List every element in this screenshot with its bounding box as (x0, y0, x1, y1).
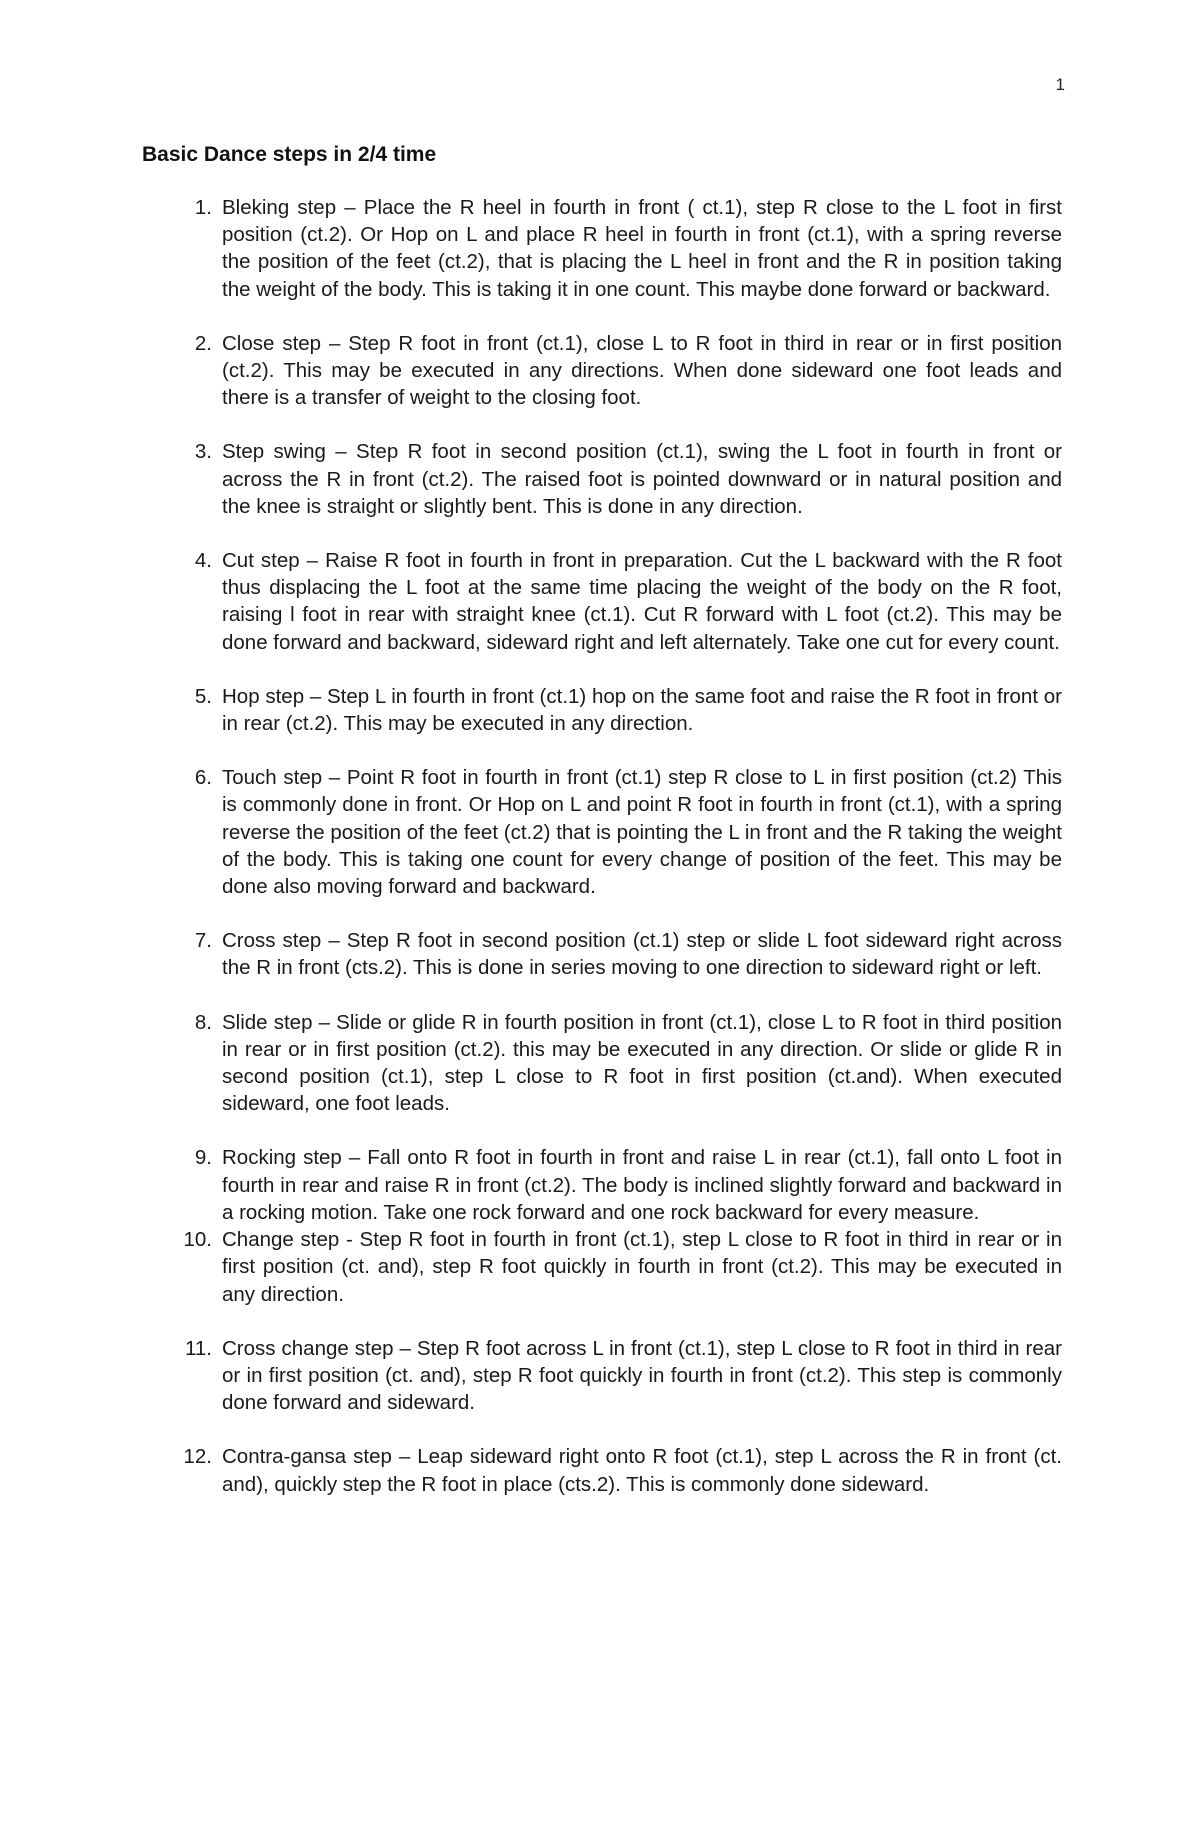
list-item-text: Close step – Step R foot in front (ct.1), close L to R foot in third in rear or in first position (ct.2). This may be executed in any directions. When done sideward one foot leads and there is a transfer of weight to the closing foot. (222, 331, 1062, 410)
list-item-number: 6. (194, 766, 212, 790)
list-item-number: 10. (183, 1228, 212, 1252)
list-item-number: 12. (183, 1445, 212, 1469)
list-item (142, 1144, 1062, 1226)
list-item-number: 11. (185, 1336, 212, 1360)
list-item (142, 683, 1062, 737)
list-item (142, 1443, 1062, 1497)
list-item-number: 5. (194, 684, 212, 708)
list-item (142, 438, 1062, 520)
list-item-number: 7. (194, 929, 212, 953)
list-item (142, 927, 1062, 981)
list-item-text: Rocking step – Fall onto R foot in fourth in front and raise L in rear (ct.1), fall onto L foot in fourth in rear and raise R in front (ct.2). The body is inclined slightly forward and backward in a rocking motion. Take one rock forward and one rock backward for every measure. (222, 1146, 1062, 1224)
list-item-number: 2. (194, 331, 212, 355)
list-item-number: 9. (194, 1146, 212, 1170)
list-item-text: Cut step – Raise R foot in fourth in front in preparation. Cut the L backward with the R foot thus displacing the L foot at the same time placing the weight of the body on the R foot, raising l foot in rear with straight knee (ct.1). Cut R forward with L foot (ct.2). This may be done forward and backward, sideward right and left alternately. Take one cut for every count. (222, 549, 1062, 654)
dance-steps-list (142, 194, 1062, 1525)
list-item (142, 547, 1062, 656)
list-item-text: Hop step – Step L in fourth in front (ct.1) hop on the same foot and raise the R foot in front or in rear (ct.2). This may be executed in any direction. (222, 684, 1062, 736)
list-item (142, 1226, 1062, 1308)
list-item (142, 1009, 1062, 1118)
list-item (142, 194, 1062, 303)
page-number: 1 (1055, 75, 1065, 94)
list-item-text: Change step - Step R foot in fourth in front (ct.1), step L close to R foot in third in rear or in first position (ct. and), step R foot quickly in fourth in front (ct.2). This may be executed in any direction. (222, 1228, 1062, 1306)
list-item-text: Cross step – Step R foot in second position (ct.1) step or slide L foot sideward right across the R in front (cts.2). This is done in series moving to one direction to sideward right or left. (222, 929, 1062, 980)
list-item (142, 764, 1062, 900)
list-item-text: Contra-gansa step – Leap sideward right onto R foot (ct.1), step L across the R in front (ct. and), quickly step the R foot in place (cts.2). This is commonly done sideward. (222, 1445, 1062, 1496)
list-item-number: 4. (194, 549, 212, 573)
document-title: Basic Dance steps in 2/4 time (142, 143, 437, 166)
list-item-text: Bleking step – Place the R heel in fourth in front ( ct.1), step R close to the L foot in first position (ct.2). Or Hop on L and place R heel in fourth in front (ct.1), with a spring reverse the position of the feet (ct.2), that is placing the L heel in front and the R in position taking the weight of the body. This is taking it in one count. This maybe done forward or backward. (222, 196, 1062, 301)
list-item-number: 1. (194, 196, 212, 219)
list-item-number: 8. (194, 1010, 212, 1034)
list-item-text: Slide step – Slide or glide R in fourth position in front (ct.1), close L to R foot in third position in rear or in first position (ct.2). this may be executed in any direction. Or slide or glide R in second position (ct.1), step L close to R foot in first position (ct.and). When executed sideward, one foot leads. (222, 1010, 1062, 1116)
list-item (142, 1335, 1062, 1417)
list-item-text: Touch step – Point R foot in fourth in front (ct.1) step R close to L in first position (ct.2) This is commonly done in front. Or Hop on L and point R foot in fourth in front (ct.1), with a spring reverse the position of the feet (ct.2) that is pointing the L in front and the R taking the weight of the body. This is taking one count for every change of position of the feet. This may be done also moving forward and backward. (222, 766, 1062, 899)
list-item (142, 330, 1062, 412)
list-item-text: Step swing – Step R foot in second position (ct.1), swing the L foot in fourth in front or across the R in front (ct.2). The raised foot is pointed downward or in natural position and the knee is straight or slightly bent. This is done in any direction. (222, 440, 1062, 518)
list-item-number: 3. (194, 440, 212, 464)
list-item-text: Cross change step – Step R foot across L in front (ct.1), step L close to R foot in third in rear or in first position (ct. and), step R foot quickly in fourth in front (ct.2). This step is commonly done forward and sideward. (222, 1336, 1062, 1415)
